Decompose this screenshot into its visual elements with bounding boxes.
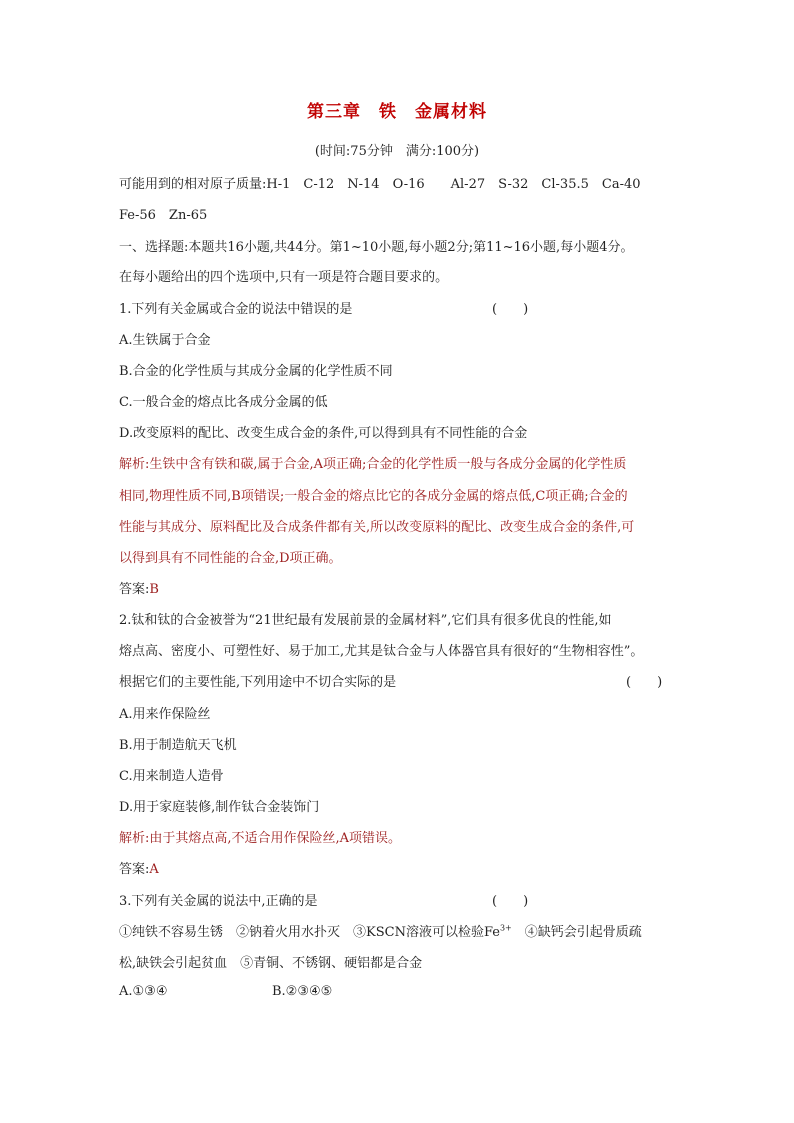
q2-analysis: 解析:由于其熔点高,不适合用作保险丝,A项错误。 [119, 831, 402, 846]
q1-answer [119, 578, 689, 597]
q3-answer-bracket: ( ) [492, 894, 529, 909]
q2-stem-3: 根据它们的主要性能,下列用途中不切合实际的是 [119, 675, 397, 690]
q1-analysis-2: 相同,物理性质不同,B项错误;一般合金的熔点比它的各成分金属的熔点低,C项正确;合金的 [119, 489, 628, 504]
answer-label: 答案: [119, 582, 150, 597]
q3-option-a: A.①③④ [119, 984, 168, 999]
q3-items-1-post: ④缺钙会引起骨质疏 [511, 925, 642, 940]
q1-stem: 1.下列有关金属或合金的说法中错误的是 [119, 302, 353, 317]
q3-items-2: 松,缺铁会引起贫血 ⑤青铜、不锈钢、硬铝都是合金 [119, 956, 423, 971]
q2-option-b: B.用于制造航天飞机 [119, 738, 237, 753]
q2-stem-1: 2.钛和钛的合金被誉为“21世纪最有发展前景的金属材料”,它们具有很多优良的性能,如 [119, 613, 612, 628]
q2-answer-bracket: ( ) [626, 675, 663, 690]
q2-stem-2: 熔点高、密度小、可塑性好、易于加工,尤其是钛合金与人体器官具有很好的“生物相容性”。 [119, 644, 644, 659]
answer-value: B [149, 582, 159, 597]
q1-option-c: C.一般合金的熔点比各成分金属的低 [119, 395, 328, 410]
q1-option-a: A.生铁属于合金 [119, 333, 211, 348]
answer-label: 答案: [119, 862, 150, 877]
q1-analysis-1: 解析:生铁中含有铁和碳,属于合金,A项正确;合金的化学性质一般与各成分金属的化学性质 [119, 457, 627, 472]
section-instructions-2: 在每小题给出的四个选项中,只有一项是符合题目要求的。 [119, 270, 449, 285]
answer-value: A [149, 862, 159, 877]
ion-charge: 3+ [499, 923, 512, 933]
q2-answer [119, 858, 689, 877]
q3-items-1-pre: ①纯铁不容易生锈 ②钠着火用水扑灭 ③KSCN溶液可以检验Fe [119, 925, 500, 940]
section-instructions-1: 一、选择题:本题共16小题,共44分。第1~10小题,每小题2分;第11~16小题,每小题4分。 [119, 240, 634, 255]
q1-analysis-3: 性能与其成分、原料配比及合成条件都有关,所以改变原料的配比、改变生成合金的条件,可 [119, 520, 635, 535]
q3-option-b: B.②③④⑤ [272, 984, 333, 999]
chapter-title: 第三章 铁 金属材料 [307, 102, 487, 122]
atomic-mass-line-1: 可能用到的相对原子质量:H-1 C-12 N-14 O-16 Al-27 S-32 Cl-35.5 Ca-40 [119, 177, 641, 192]
q2-option-d: D.用于家庭装修,制作钛合金装饰门 [119, 800, 320, 815]
q2-option-a: A.用来作保险丝 [119, 707, 211, 722]
q3-stem: 3.下列有关金属的说法中,正确的是 [119, 894, 318, 909]
q2-option-c: C.用来制造人造骨 [119, 769, 224, 784]
q1-analysis-4: 以得到具有不同性能的合金,D项正确。 [119, 551, 342, 566]
q1-answer-bracket: ( ) [492, 302, 529, 317]
q1-option-b: B.合金的化学性质与其成分金属的化学性质不同 [119, 364, 393, 379]
q1-option-d: D.改变原料的配比、改变生成合金的条件,可以得到具有不同性能的合金 [119, 426, 528, 441]
exam-info: (时间:75分钟 满分:100分) [314, 144, 480, 159]
q3-items-1 [119, 921, 689, 940]
atomic-mass-line-2: Fe-56 Zn-65 [119, 208, 208, 223]
